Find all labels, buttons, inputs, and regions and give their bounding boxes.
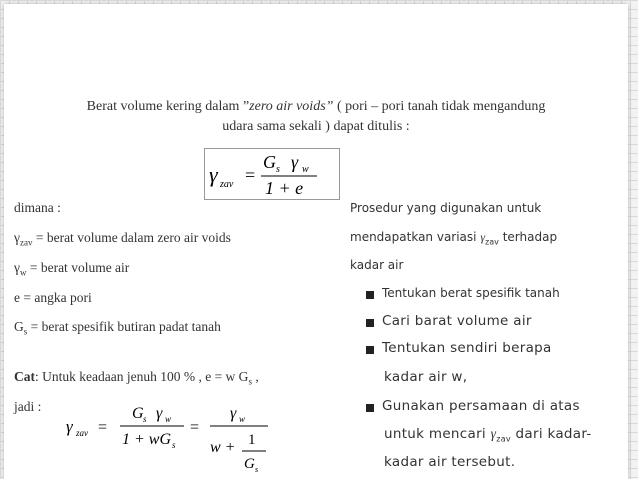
eq2-num2-sub-w: w bbox=[239, 414, 246, 424]
procedure-line-2: mendapatkan variasi $\gamma_{zav}$ terhadap bbox=[350, 230, 558, 247]
bullet-square-icon bbox=[366, 346, 374, 354]
eq2-num1-sub-s: s bbox=[143, 414, 147, 424]
note-jadi: jadi : bbox=[14, 399, 42, 414]
eq-denominator: 1 + e bbox=[265, 178, 304, 198]
bullet-square-icon bbox=[366, 291, 374, 299]
eq2-sub-zav: zav bbox=[76, 428, 88, 438]
eq2-equals-2: = bbox=[190, 419, 200, 436]
definition-gamma-w: $\gamma_w$ = berat volume air bbox=[14, 260, 130, 278]
bullet-square-icon bbox=[366, 319, 374, 327]
eq2-num1-sub-w: w bbox=[165, 414, 172, 424]
bullet-square-icon bbox=[366, 404, 374, 412]
definition-e: e = angka pori bbox=[14, 290, 92, 305]
eq2-num1-G: G bbox=[132, 405, 144, 422]
procedure-bullet-1: Tentukan berat spesifik tanah bbox=[382, 286, 560, 300]
eq-gamma: γ bbox=[209, 162, 218, 187]
eq2-gamma: γ bbox=[66, 417, 73, 436]
eq2-den2-G: G bbox=[244, 456, 255, 472]
eq-num-G: G bbox=[263, 152, 276, 172]
eq2-num1-gamma: γ bbox=[156, 405, 163, 422]
equation-zero-air-voids bbox=[204, 148, 340, 200]
equation-saturated bbox=[62, 400, 282, 479]
eq-num-sub-s: s bbox=[276, 164, 280, 175]
procedure-bullet-4: Gunakan persamaan di atas bbox=[382, 398, 580, 414]
intro-line-2: udara sama sekali ) dapat ditulis : bbox=[222, 119, 410, 134]
procedure-bullet-4-cont: untuk mencari $\gamma_{zav}$ dari kadar- bbox=[384, 426, 592, 444]
procedure-line-1: Prosedur yang digunakan untuk bbox=[350, 201, 542, 215]
eq2-den1-sub-s: s bbox=[172, 440, 176, 450]
eq2-den2-G-sub-s: s bbox=[255, 465, 259, 474]
definition-Gs: $G_s$ = berat spesifik butiran padat tanah bbox=[14, 319, 221, 337]
procedure-bullet-4-cont-2: kadar air tersebut. bbox=[384, 454, 516, 470]
eq-num-gamma: γ bbox=[291, 152, 299, 172]
procedure-bullet-3-cont: kadar air w, bbox=[384, 369, 468, 385]
procedure-line-3: kadar air bbox=[350, 258, 404, 272]
procedure-bullet-2: Cari barat volume air bbox=[382, 313, 532, 329]
intro-line-1: Berat volume kering dalam ”zero air voids” ( pori – pori tanah tidak mengandung bbox=[86, 99, 546, 114]
eq2-den1: 1 + wG bbox=[122, 431, 172, 448]
procedure-bullet-3: Tentukan sendiri berapa bbox=[382, 340, 552, 356]
definitions-header: dimana : bbox=[14, 200, 61, 215]
intro-text bbox=[4, 97, 628, 137]
note-saturated: Cat: Untuk keadaan jenuh 100 % , e = w $G_s$ , bbox=[14, 369, 259, 387]
definition-gamma-zav: $\gamma_{zav}$ = berat volume dalam zero air voids bbox=[14, 230, 231, 248]
eq2-den2-one: 1 bbox=[248, 432, 256, 448]
eq-num-sub-w: w bbox=[302, 164, 309, 175]
eq-equals: = bbox=[245, 165, 256, 185]
eq2-equals-1: = bbox=[98, 419, 108, 436]
slide bbox=[4, 4, 628, 479]
eq-sub-zav: zav bbox=[220, 179, 234, 190]
eq2-den2-prefix: w + bbox=[210, 439, 236, 456]
eq2-num2-gamma: γ bbox=[230, 405, 237, 422]
